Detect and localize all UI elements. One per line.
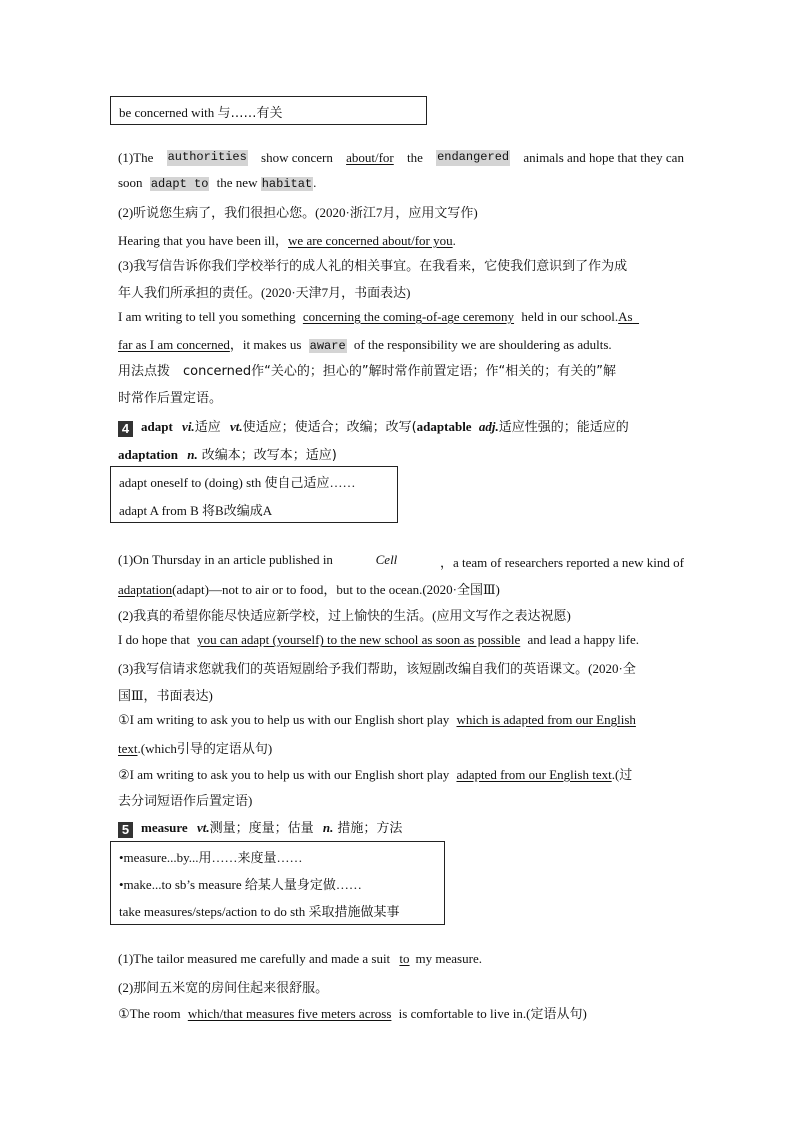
answer-blank: to bbox=[399, 951, 410, 966]
phrase-line: •make...to sb’s measure 给某人量身定做…… bbox=[119, 877, 362, 892]
meaning: 适应 bbox=[194, 420, 221, 435]
highlighted-word: habitat bbox=[261, 177, 313, 191]
line-s1-4 bbox=[118, 230, 456, 249]
phrase-cn: 与……有关 bbox=[217, 106, 283, 121]
pos: n. bbox=[322, 820, 334, 835]
text: ②I am writing to ask you to help us with our English short play bbox=[118, 767, 450, 782]
line-s4-5: (3)我写信请求您就我们的英语短剧给予我们帮助，该短剧改编自我们的英语课文。(2020·全 bbox=[118, 661, 636, 676]
answer-blank: adapted from our English text bbox=[456, 767, 612, 782]
text: my measure. bbox=[415, 951, 482, 966]
text: soon bbox=[118, 175, 143, 190]
phrase-box-measure bbox=[110, 841, 445, 925]
usage-note-2: 时常作后置定语。 bbox=[118, 391, 223, 406]
line-s1-3: (2)听说您生病了，我们很担心您。(2020·浙江7月，应用文写作) bbox=[118, 205, 478, 220]
answer-blank: As bbox=[618, 309, 633, 324]
answer-blank: concerning the coming-of-age ceremony bbox=[302, 309, 515, 324]
text: (1)The tailor measured me carefully and made a suit bbox=[118, 951, 391, 966]
phrase-box-concerned bbox=[110, 96, 427, 125]
line-s4-7 bbox=[118, 712, 636, 728]
text: ，a team of researchers reported a new kind of bbox=[439, 555, 684, 570]
text: ①I am writing to ask you to help us with our English short play bbox=[118, 712, 450, 727]
section-number-4: 4 bbox=[118, 421, 133, 437]
phrase-line: •measure...by...用……来度量…… bbox=[119, 850, 303, 865]
line-s1-1 bbox=[118, 150, 684, 166]
answer-blank: text bbox=[118, 741, 138, 756]
text: ①The room bbox=[118, 1006, 181, 1021]
phrase-line: take measures/steps/action to do sth 采取措施做某事 bbox=[119, 904, 400, 919]
answer-blank: which/that measures five meters across bbox=[187, 1006, 392, 1021]
usage-note-1: 用法点拨 concerned作“关心的；担心的”解时常作前置定语；作“相关的；有关的”解 bbox=[118, 364, 617, 379]
phrase-en: be concerned with bbox=[119, 105, 215, 120]
answer-blank: adaptation bbox=[118, 582, 173, 597]
line-s1-6: 年人我们所承担的责任。(2020·天津7月，书面表达) bbox=[118, 285, 411, 300]
headword: measure bbox=[141, 820, 188, 835]
derived-word: adaptation bbox=[118, 447, 178, 462]
answer-blank: about/for bbox=[346, 150, 394, 165]
answer-blank: we are concerned about/for you bbox=[288, 233, 453, 248]
heading-adapt bbox=[118, 416, 629, 437]
meaning: 改编本；改写本；适应) bbox=[201, 448, 337, 463]
text: is comfortable to live in.(定语从句) bbox=[398, 1006, 587, 1021]
meaning: 适应性强的；能适应的 bbox=[498, 420, 629, 435]
section-number-5: 5 bbox=[118, 822, 133, 838]
headword: adapt bbox=[141, 419, 173, 434]
text: .(which引导的定语从句) bbox=[137, 741, 273, 756]
text: held in our school. bbox=[521, 309, 619, 324]
highlighted-word: aware bbox=[309, 339, 346, 353]
text: I do hope that bbox=[118, 632, 190, 647]
text: Hearing that you have been ill， bbox=[118, 233, 289, 248]
answer-blank: you can adapt (yourself) to the new school as soon as possible bbox=[197, 632, 521, 647]
answer-blank: far as I am concerned bbox=[118, 337, 230, 352]
phrase-box-adapt bbox=[110, 466, 398, 523]
text: . bbox=[452, 233, 456, 248]
line-s1-8 bbox=[118, 334, 612, 353]
line-s5-1 bbox=[118, 951, 482, 967]
line-s4-3: (2)我真的希望你能尽快适应新学校，过上愉快的生活。(应用文写作之表达祝愿) bbox=[118, 608, 571, 623]
line-s4-6: 国Ⅲ，书面表达) bbox=[118, 688, 213, 703]
line-s4-9 bbox=[118, 764, 632, 783]
text: the new bbox=[216, 175, 258, 190]
pos: n. bbox=[187, 447, 198, 462]
pos: vt. bbox=[196, 820, 210, 835]
derived-word: adaptable bbox=[416, 419, 472, 434]
text: (1)On Thursday in an article published in bbox=[118, 552, 333, 567]
pos: adj. bbox=[478, 419, 499, 434]
text: . bbox=[313, 175, 317, 190]
highlighted-word: endangered bbox=[437, 150, 510, 164]
line-s4-8 bbox=[118, 738, 272, 757]
line-s1-5: (3)我写信告诉你我们学校举行的成人礼的相关事宜。在我看来，它使我们意识到了作为成 bbox=[118, 258, 628, 273]
journal-name: Cell bbox=[375, 552, 398, 567]
highlighted-word: adapt to bbox=[150, 177, 209, 191]
text: (adapt)—not to air or to food，but to the ocean.(2020·全国Ⅲ) bbox=[172, 582, 500, 597]
line-s1-2 bbox=[118, 175, 316, 191]
answer-blank: which is adapted from our English bbox=[456, 712, 636, 727]
text: animals and hope that they can bbox=[523, 150, 684, 165]
text: ，it makes us bbox=[229, 337, 302, 352]
line-s4-1 bbox=[118, 552, 684, 571]
line-s1-7 bbox=[118, 309, 639, 325]
text: show concern bbox=[261, 150, 333, 165]
pos: vt. bbox=[229, 419, 243, 434]
meaning: 测量；度量；估量 bbox=[209, 821, 314, 836]
highlighted-word: authorities bbox=[167, 150, 247, 164]
heading-adapt-2 bbox=[118, 444, 337, 463]
heading-measure bbox=[118, 817, 402, 838]
meaning: 使适应；使适合；改编；改写( bbox=[242, 420, 417, 435]
meaning: 措施；方法 bbox=[337, 821, 403, 836]
text: (1)The bbox=[118, 150, 154, 165]
pos: vi. bbox=[182, 419, 195, 434]
text: the bbox=[406, 150, 423, 165]
line-s4-4 bbox=[118, 632, 639, 648]
line-s5-3 bbox=[118, 1003, 587, 1022]
line-s5-2: (2)那间五米宽的房间住起来很舒服。 bbox=[118, 980, 329, 995]
text: and lead a happy life. bbox=[527, 632, 640, 647]
line-s4-2 bbox=[118, 579, 500, 598]
phrase-line: adapt A from B 将B改编成A bbox=[119, 503, 273, 518]
text: .(过 bbox=[611, 767, 633, 782]
text: of the responsibility we are shouldering as adults. bbox=[353, 337, 612, 352]
line-s4-10: 去分词短语作后置定语) bbox=[118, 793, 253, 808]
text: I am writing to tell you something bbox=[118, 309, 296, 324]
phrase-text bbox=[119, 102, 283, 121]
phrase-line: adapt oneself to (doing) sth 使自己适应…… bbox=[119, 475, 356, 490]
